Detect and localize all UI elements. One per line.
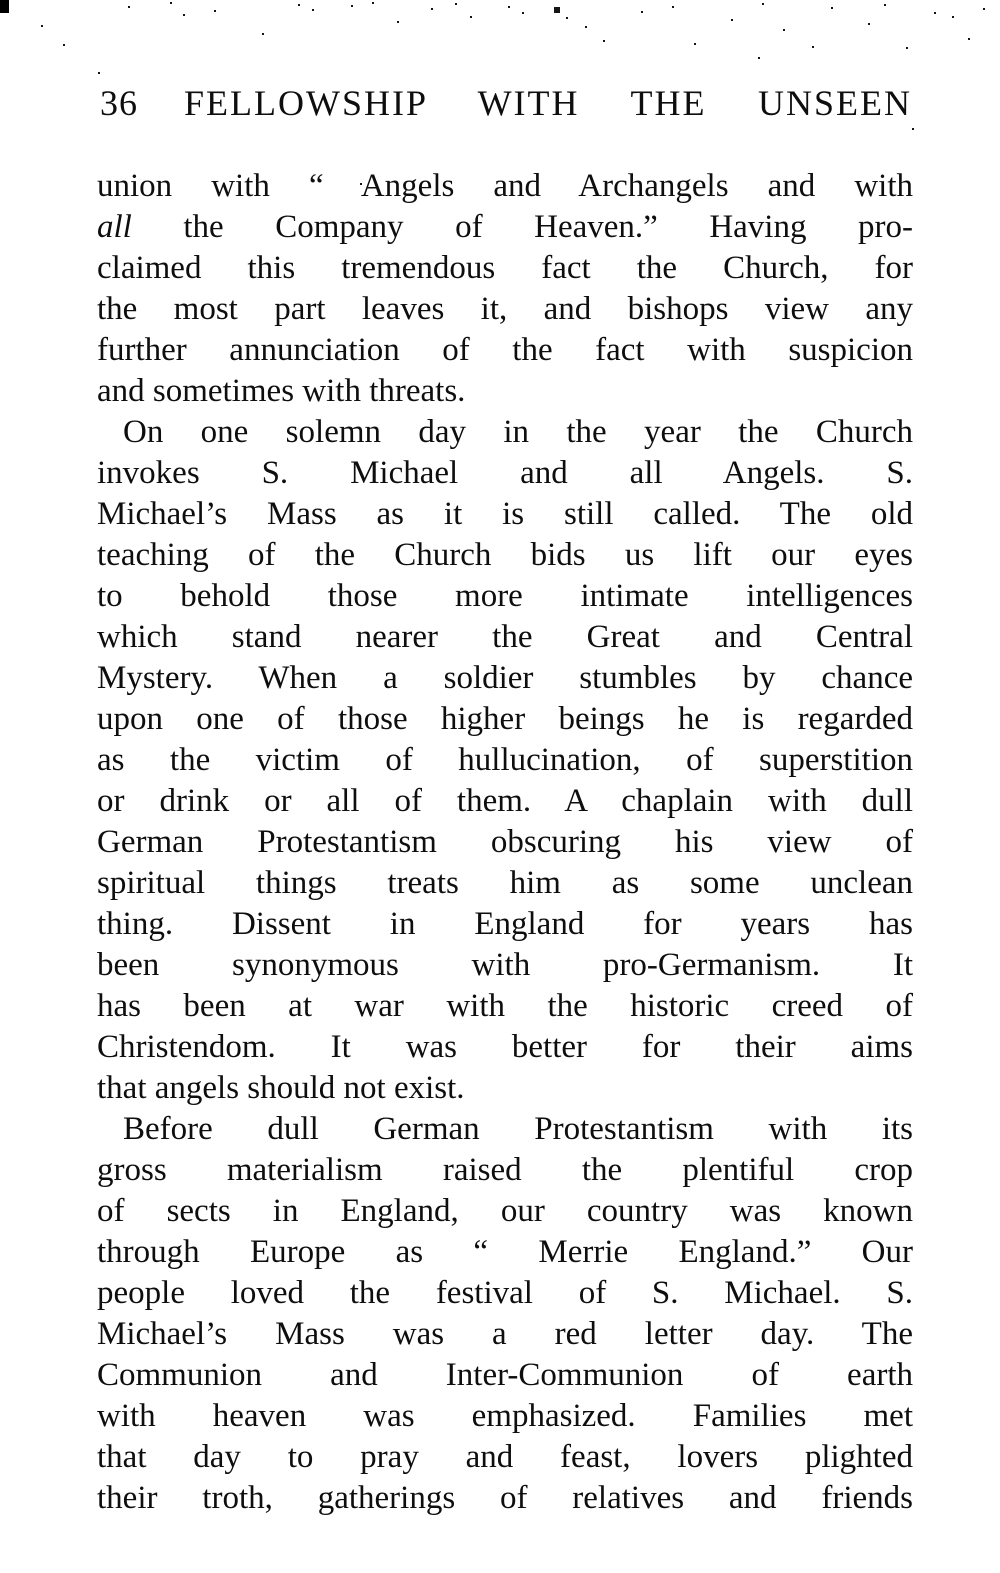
text-line (97, 904, 913, 945)
text-run: Christendom. It was better for their aims (97, 1029, 913, 1065)
page-body-text (97, 166, 913, 1519)
text-run: the most part leaves it, and bishops view any (97, 291, 913, 327)
text-line (97, 781, 913, 822)
text-line (97, 617, 913, 658)
italic-text-run: all (97, 209, 132, 245)
text-line (97, 166, 913, 207)
text-run: Mystery. When a soldier stumbles by chance (97, 660, 913, 696)
text-run: Before dull German Protestantism with its (123, 1111, 913, 1147)
text-run: claimed this tremendous fact the Church, for (97, 250, 913, 286)
text-run: Michael’s Mass as it is still called. The old (97, 496, 913, 532)
text-run: upon one of those higher beings he is regarded (97, 701, 913, 737)
text-line (97, 330, 913, 371)
text-run: the Company of Heaven.” Having pro- (131, 209, 913, 245)
text-run: as the victim of hullucination, of superstition (97, 742, 913, 778)
text-line (97, 535, 913, 576)
text-run: to behold those more intimate intelligences (97, 578, 913, 614)
text-run: or drink or all of them. A chaplain with dull (97, 783, 913, 819)
text-line (97, 1150, 913, 1191)
text-line (97, 1232, 913, 1273)
text-line (97, 1027, 913, 1068)
text-line (97, 576, 913, 617)
text-line (97, 248, 913, 289)
text-run: Communion and Inter-Communion of earth (97, 1357, 913, 1393)
text-run: which stand nearer the Great and Central (97, 619, 913, 655)
text-line (97, 863, 913, 904)
text-line (97, 453, 913, 494)
text-line (97, 699, 913, 740)
text-line (97, 1478, 913, 1519)
text-run: gross materialism raised the plentiful crop (97, 1152, 913, 1188)
text-run: thing. Dissent in England for years has (97, 906, 913, 942)
running-header (100, 84, 912, 122)
text-line (97, 1191, 913, 1232)
text-line (97, 986, 913, 1027)
text-line (97, 1273, 913, 1314)
page-number: 36 (100, 83, 138, 123)
text-run: that angels should not exist. (97, 1070, 465, 1106)
text-line (97, 371, 913, 412)
text-line (97, 1109, 913, 1150)
text-line (97, 412, 913, 453)
text-run: further annunciation of the fact with suspicion (97, 332, 913, 368)
text-line (97, 1314, 913, 1355)
text-line (97, 740, 913, 781)
running-title: FELLOWSHIP WITH THE UNSEEN (184, 83, 912, 123)
text-run: teaching of the Church bids us lift our eyes (97, 537, 913, 573)
text-run: union with “ Angels and Archangels and with (97, 168, 913, 204)
text-line (97, 658, 913, 699)
text-run: Michael’s Mass was a red letter day. The (97, 1316, 913, 1352)
text-run: invokes S. Michael and all Angels. S. (97, 455, 913, 491)
text-run: with heaven was emphasized. Families met (97, 1398, 913, 1434)
text-run: through Europe as “ Merrie England.” Our (97, 1234, 913, 1270)
text-run: of sects in England, our country was known (97, 1193, 913, 1229)
text-run: German Protestantism obscuring his view of (97, 824, 913, 860)
text-line (97, 207, 913, 248)
text-run: people loved the festival of S. Michael. S. (97, 1275, 913, 1311)
text-line (97, 1068, 913, 1109)
text-run: their troth, gatherings of relatives and friends (97, 1480, 913, 1516)
text-run: On one solemn day in the year the Church (123, 414, 913, 450)
text-line (97, 945, 913, 986)
text-line (97, 1355, 913, 1396)
text-line (97, 289, 913, 330)
text-run: spiritual things treats him as some unclean (97, 865, 913, 901)
scan-corner-artifact (0, 0, 9, 13)
text-run: and sometimes with threats. (97, 373, 466, 409)
text-run: that day to pray and feast, lovers plighted (97, 1439, 913, 1475)
text-line (97, 822, 913, 863)
text-run: been synonymous with pro-Germanism. It (97, 947, 913, 983)
text-line (97, 1396, 913, 1437)
text-run: has been at war with the historic creed of (97, 988, 913, 1024)
text-line (97, 1437, 913, 1478)
text-line (97, 494, 913, 535)
